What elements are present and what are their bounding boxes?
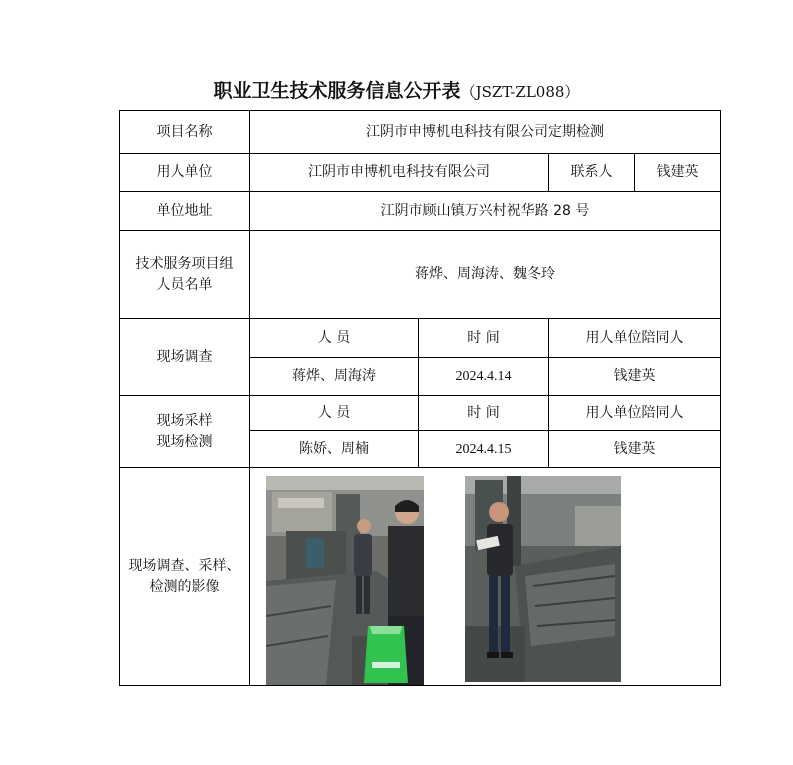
site-photo-sampling-image	[465, 476, 621, 682]
row-team	[120, 231, 721, 319]
sampling-label-line1: 现场采样	[156, 412, 213, 429]
sampling-col-escort: 用人单位陪同人	[549, 396, 721, 431]
survey-escort: 钱建英	[549, 358, 721, 396]
address-value: 江阴市顾山镇万兴村祝华路 28 号	[250, 192, 721, 231]
survey-time: 2024.4.14	[419, 358, 549, 396]
contact-label: 联系人	[549, 154, 635, 192]
survey-col-people: 人 员	[250, 319, 419, 358]
project-value: 江阴市申博机电科技有限公司定期检测	[250, 111, 721, 154]
team-label-line2: 人员名单	[156, 276, 213, 293]
row-sampling-header	[120, 396, 721, 431]
images-label-line2: 检测的影像	[149, 578, 220, 595]
team-label-line1: 技术服务项目组	[135, 255, 234, 272]
survey-people: 蒋烨、周海涛	[250, 358, 419, 396]
site-photo-sampling	[465, 476, 621, 682]
sampling-time: 2024.4.15	[419, 431, 549, 468]
site-photo-survey-image	[266, 476, 424, 685]
row-employer	[120, 154, 721, 192]
team-value: 蒋烨、周海涛、魏冬玲	[250, 231, 721, 319]
images-label-line1: 现场调查、采样、	[128, 557, 241, 574]
contact-value: 钱建英	[635, 154, 721, 192]
survey-label: 现场调查	[120, 319, 250, 396]
team-label	[120, 231, 250, 319]
sampling-label-line2: 现场检测	[156, 433, 213, 450]
sampling-people: 陈娇、周楠	[250, 431, 419, 468]
title-main: 职业卫生技术服务信息公开表	[213, 80, 461, 102]
row-address	[120, 192, 721, 231]
survey-col-escort: 用人单位陪同人	[549, 319, 721, 358]
row-project	[120, 111, 721, 154]
sampling-label	[120, 396, 250, 468]
employer-value: 江阴市申博机电科技有限公司	[250, 154, 549, 192]
sampling-escort: 钱建英	[549, 431, 721, 468]
row-survey-header	[120, 319, 721, 358]
survey-col-time: 时 间	[419, 319, 549, 358]
title-code: （JSZT-ZL088）	[460, 83, 580, 101]
document-title	[0, 76, 793, 103]
project-label: 项目名称	[120, 111, 250, 154]
address-label: 单位地址	[120, 192, 250, 231]
sampling-col-time: 时 间	[419, 396, 549, 431]
sampling-col-people: 人 员	[250, 396, 419, 431]
employer-label: 用人单位	[120, 154, 250, 192]
images-label	[120, 468, 250, 686]
site-photo-survey	[266, 476, 424, 685]
